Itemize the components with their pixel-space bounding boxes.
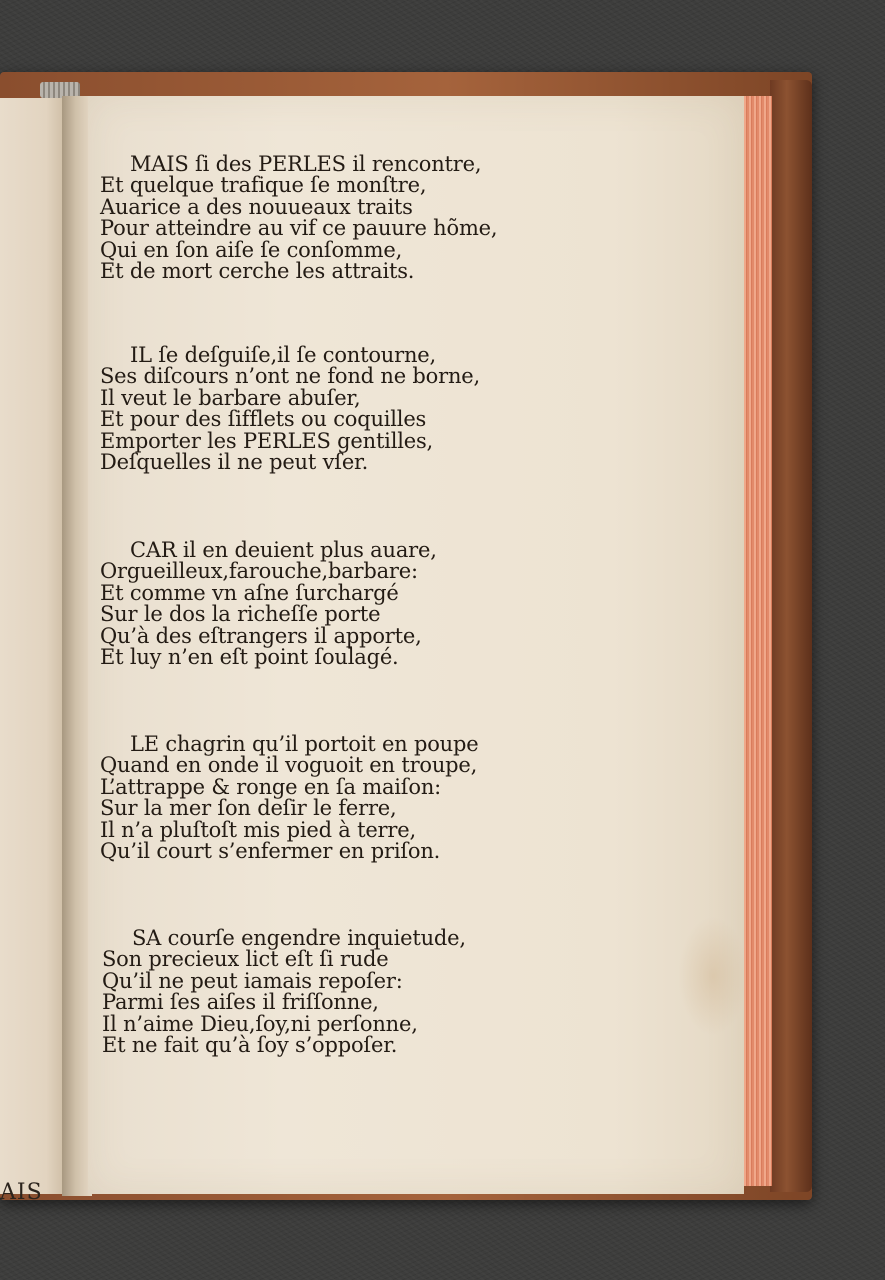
stanza-4 <box>100 734 700 862</box>
poem-line: Qui en ſon aiſe ſe conſomme, <box>100 237 403 262</box>
stanza-1 <box>100 154 700 282</box>
page-edges <box>742 96 772 1186</box>
poem-line: Qu’à des eſtrangers il apporte, <box>100 623 422 648</box>
left-page-catchword: AIS <box>0 1180 43 1205</box>
poem-line: Et ne fait qu’à ſoy s’oppoſer. <box>102 1033 398 1058</box>
left-page <box>0 98 66 1205</box>
book-cover-edge <box>770 80 812 1192</box>
poem-line: Pour atteindre au vif ce pauure hõme, <box>100 216 498 241</box>
poem-line: Il n’aime Dieu,ſoy,ni perſonne, <box>102 1011 418 1036</box>
poem-line: Son precieux lict eſt ſi rude <box>102 947 389 972</box>
poem-line: Quand en onde il voguoit en troupe, <box>100 753 478 778</box>
poem-line: Sur la mer ſon deſir le ferre, <box>100 796 397 821</box>
poem-line: Parmi ſes aiſes il friſſonne, <box>102 990 379 1015</box>
poem-line: Et quelque trafique ſe monſtre, <box>100 173 427 198</box>
poem-line: SA courſe engendre inquietude, <box>132 926 466 950</box>
poem-line: Et pour des ſifflets ou coquilles <box>100 407 427 432</box>
poem-line: LE chagrin qu’il portoit en poupe <box>130 732 479 756</box>
poem-line: Deſquelles il ne peut vſer. <box>100 450 369 475</box>
poem-line: IL ſe deſguiſe,il ſe contourne, <box>130 343 436 367</box>
poem-line: Emporter les PERLES gentilles, <box>100 428 434 453</box>
poem-line: CAR il en deuient plus auare, <box>130 538 437 562</box>
poem-line: Sur le dos la richeſſe porte <box>100 602 381 627</box>
poem-line: Il veut le barbare abuſer, <box>100 385 361 410</box>
poem-line: Et comme vn aſne ſurchargé <box>100 580 399 605</box>
right-page <box>88 96 744 1194</box>
poem-line: Auarice a des nouueaux traits <box>100 194 413 219</box>
poem-line: Qu’il ne peut iamais repoſer: <box>102 968 403 993</box>
poem-line: Et de mort cerche les attraits. <box>100 259 415 284</box>
stanza-2 <box>100 345 700 473</box>
poem-line: Et luy n’en eſt point ſoulagé. <box>100 645 399 670</box>
poem <box>88 96 744 1194</box>
poem-line: L’attrappe & ronge en ſa maiſon: <box>100 774 442 799</box>
poem-line: Ses diſcours n’ont ne fond ne borne, <box>100 364 480 389</box>
poem-line: Il n’a pluſtoſt mis pied à terre, <box>100 817 416 842</box>
stanza-3 <box>100 540 700 668</box>
stanza-5 <box>102 928 702 1056</box>
poem-line: MAIS ſi des PERLES il rencontre, <box>130 152 482 176</box>
poem-line: Qu’il court s’enfermer en priſon. <box>100 839 441 864</box>
poem-line: Orgueilleux,farouche,barbare: <box>100 559 418 584</box>
